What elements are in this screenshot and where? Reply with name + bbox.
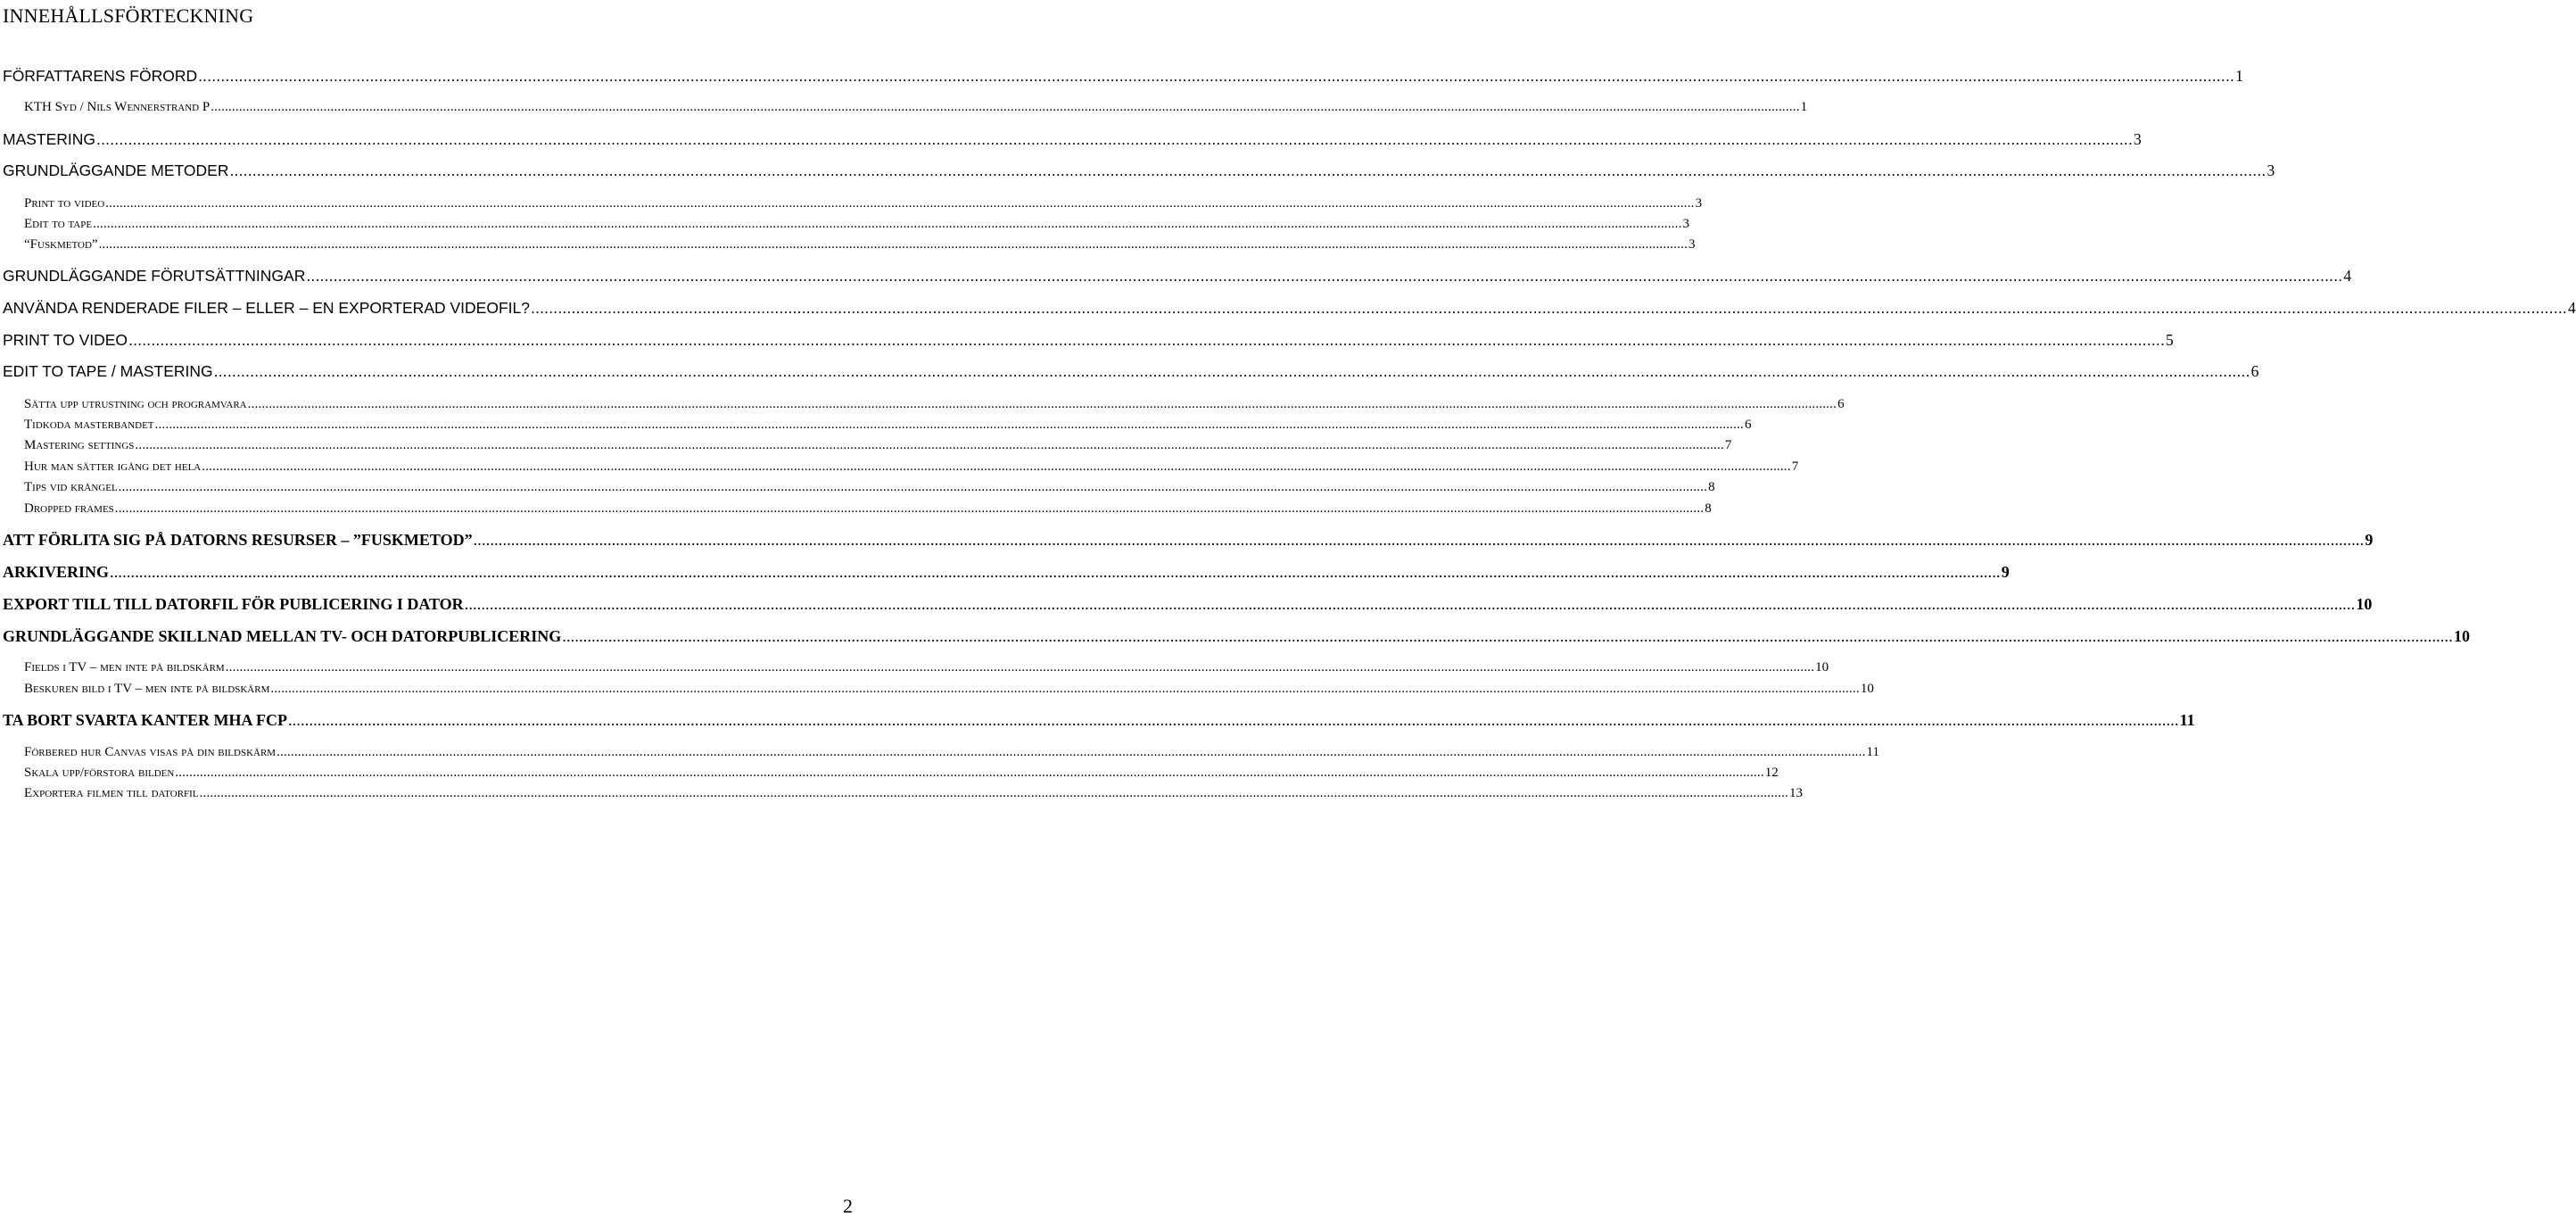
- toc-leader: ...................................................................................................................................................................................................................................................................................................................................................................................................................................................................: [473, 531, 2365, 549]
- toc-entry-label: Hur man sätter igång det hela: [24, 459, 202, 474]
- toc-entry-label: Beskuren bild i TV – men inte på bildskärm: [24, 682, 270, 696]
- toc-entry[interactable]: [24, 458, 1799, 476]
- toc-entry[interactable]: [24, 436, 1732, 454]
- toc-entry-page: 3: [1682, 217, 1690, 231]
- toc-entry[interactable]: [24, 395, 1845, 413]
- toc-leader: ...................................................................................................................................................................................................................................................................................................................................................................................................................................................................: [211, 100, 1800, 114]
- toc-entry-label: Edit to tape: [24, 217, 93, 231]
- toc-entry-label: ANVÄNDA RENDERADE FILER – ELLER – EN EXPORTERAD VIDEOFIL?: [3, 299, 530, 317]
- toc-entry-page: 7: [1791, 459, 1799, 474]
- toc-leader: ...................................................................................................................................................................................................................................................................................................................................................................................................................................................................: [530, 299, 2567, 317]
- toc-entry[interactable]: [24, 478, 1715, 496]
- toc-entry-label: Mastering settings: [24, 438, 135, 452]
- toc-leader: ...................................................................................................................................................................................................................................................................................................................................................................................................................................................................: [175, 766, 1764, 780]
- toc-entry-label: GRUNDLÄGGANDE METODER: [3, 161, 229, 179]
- toc-leader: ...................................................................................................................................................................................................................................................................................................................................................................................................................................................................: [270, 682, 1860, 696]
- toc-entry-page: 4: [2567, 299, 2576, 317]
- toc-entry-label: Sätta upp utrustning och programvara: [24, 397, 247, 411]
- toc-entry-page: 10: [2356, 595, 2373, 613]
- toc-leader: ...................................................................................................................................................................................................................................................................................................................................................................................................................................................................: [229, 161, 2266, 179]
- toc-entry-label: TA BORT SVARTA KANTER MHA FCP: [3, 711, 287, 729]
- toc-leader: ...................................................................................................................................................................................................................................................................................................................................................................................................................................................................: [198, 67, 2235, 85]
- page-number: 2: [843, 1195, 853, 1217]
- toc-entry-label: Dropped frames: [24, 501, 114, 516]
- toc-entry-page: 3: [2266, 161, 2275, 179]
- toc-entry-page: 9: [2365, 531, 2374, 549]
- toc-entry[interactable]: [3, 330, 2174, 350]
- toc-entry-label: EDIT TO TAPE / MASTERING: [3, 362, 213, 380]
- toc-entry[interactable]: [24, 416, 1752, 434]
- toc-entry-page: 8: [1708, 480, 1715, 494]
- toc-entry[interactable]: [3, 161, 2275, 180]
- toc-leader: ...................................................................................................................................................................................................................................................................................................................................................................................................................................................................: [225, 660, 1815, 675]
- toc-entry-label: “Fuskmetod”: [24, 237, 98, 252]
- toc-entry[interactable]: [24, 195, 1703, 212]
- toc-leader: ...................................................................................................................................................................................................................................................................................................................................................................................................................................................................: [287, 711, 2179, 729]
- toc-leader: ...................................................................................................................................................................................................................................................................................................................................................................................................................................................................: [98, 237, 1688, 252]
- toc-leader: ...................................................................................................................................................................................................................................................................................................................................................................................................................................................................: [277, 745, 1866, 759]
- toc-leader: ...................................................................................................................................................................................................................................................................................................................................................................................................................................................................: [135, 438, 1724, 452]
- toc-entry-label: ARKIVERING: [3, 563, 110, 581]
- toc-entry-page: 11: [2179, 711, 2195, 729]
- toc-entry-label: Exportera filmen till datorfil: [24, 786, 199, 800]
- toc-entry[interactable]: [24, 500, 1712, 517]
- toc-entry-page: 9: [2001, 563, 2010, 581]
- toc-entry-label: EXPORT TILL TILL DATORFIL FÖR PUBLICERING I DATOR: [3, 595, 464, 613]
- toc-leader: ...................................................................................................................................................................................................................................................................................................................................................................................................................................................................: [247, 397, 1837, 411]
- toc-entry-page: 10: [1815, 660, 1829, 675]
- toc-entry-page: 1: [2235, 67, 2243, 85]
- toc-entry[interactable]: [24, 764, 1779, 782]
- toc-entry[interactable]: [24, 658, 1829, 676]
- toc-entry-page: 3: [1688, 237, 1696, 252]
- toc-entry[interactable]: [3, 562, 2010, 582]
- toc-entry-page: 5: [2166, 331, 2174, 349]
- toc-entry-label: PRINT TO VIDEO: [3, 331, 128, 349]
- toc-entry[interactable]: [3, 266, 2352, 286]
- toc-entry[interactable]: [24, 680, 1874, 698]
- toc-entry-label: Fields i TV – men inte på bildskärm: [24, 660, 225, 675]
- toc-entry-page: 8: [1705, 501, 1712, 516]
- toc-leader: ...................................................................................................................................................................................................................................................................................................................................................................................................................................................................: [114, 501, 1705, 516]
- toc-entry-label: ATT FÖRLITA SIG PÅ DATORNS RESURSER – ”FUSKMETOD”: [3, 531, 473, 549]
- toc-entry[interactable]: [3, 626, 2470, 646]
- toc-entry-page: 11: [1866, 745, 1879, 759]
- toc-entry[interactable]: [3, 530, 2374, 550]
- toc-leader: ...................................................................................................................................................................................................................................................................................................................................................................................................................................................................: [118, 480, 1708, 494]
- toc-entry[interactable]: [24, 98, 1808, 116]
- toc-entry-page: 1: [1800, 100, 1808, 114]
- toc-leader: ...................................................................................................................................................................................................................................................................................................................................................................................................................................................................: [213, 362, 2250, 380]
- toc-title: INNEHÅLLSFÖRTECKNING: [3, 4, 254, 27]
- toc-entry-page: 3: [1695, 196, 1703, 211]
- toc-entry-label: Tips vid krångel: [24, 480, 118, 494]
- toc-entry[interactable]: [24, 743, 1879, 761]
- toc-entry[interactable]: [3, 298, 2576, 318]
- toc-leader: ...................................................................................................................................................................................................................................................................................................................................................................................................................................................................: [464, 595, 2356, 613]
- toc-entry-page: 6: [2250, 362, 2259, 380]
- toc-entry-label: Skala upp/förstora bilden: [24, 766, 175, 780]
- toc-entry[interactable]: [24, 215, 1690, 233]
- toc-entry[interactable]: [3, 361, 2259, 381]
- toc-leader: ...................................................................................................................................................................................................................................................................................................................................................................................................................................................................: [154, 418, 1744, 432]
- toc-entry[interactable]: [24, 784, 1804, 802]
- toc-entry[interactable]: [3, 594, 2373, 614]
- toc-entry-page: 12: [1764, 766, 1779, 780]
- toc-entry-label: GRUNDLÄGGANDE SKILLNAD MELLAN TV- OCH DATORPUBLICERING: [3, 627, 562, 645]
- toc-entry-page: 3: [2134, 130, 2142, 148]
- toc-entry[interactable]: [24, 236, 1696, 253]
- toc-leader: ...................................................................................................................................................................................................................................................................................................................................................................................................................................................................: [202, 459, 1791, 474]
- toc-leader: ...................................................................................................................................................................................................................................................................................................................................................................................................................................................................: [96, 130, 2134, 148]
- toc-entry-page: 13: [1789, 786, 1804, 800]
- toc-leader: ...................................................................................................................................................................................................................................................................................................................................................................................................................................................................: [105, 196, 1695, 211]
- toc-entry-page: 10: [2453, 627, 2470, 645]
- toc-entry-page: 4: [2343, 267, 2352, 285]
- toc-entry-page: 6: [1837, 397, 1845, 411]
- toc-entry-label: FÖRFATTARENS FÖRORD: [3, 67, 198, 85]
- toc-leader: ...................................................................................................................................................................................................................................................................................................................................................................................................................................................................: [306, 267, 2343, 285]
- toc-entry-label: GRUNDLÄGGANDE FÖRUTSÄTTNINGAR: [3, 267, 306, 285]
- toc-entry[interactable]: [3, 66, 2243, 86]
- toc-leader: ...................................................................................................................................................................................................................................................................................................................................................................................................................................................................: [562, 627, 2453, 645]
- toc-entry[interactable]: [3, 710, 2195, 730]
- toc-entry-label: Print to video: [24, 196, 105, 211]
- toc-entry-page: 7: [1724, 438, 1732, 452]
- toc-entry-page: 6: [1744, 418, 1752, 432]
- toc-entry-label: Förbered hur Canvas visas på din bildskärm: [24, 745, 277, 759]
- toc-leader: ...................................................................................................................................................................................................................................................................................................................................................................................................................................................................: [199, 786, 1789, 800]
- toc-entry[interactable]: [3, 129, 2142, 149]
- toc-entry-label: KTH Syd / Nils Wennerstrand P: [24, 100, 211, 114]
- toc-leader: ...................................................................................................................................................................................................................................................................................................................................................................................................................................................................: [128, 331, 2166, 349]
- toc-entry-label: Tidkoda masterbandet: [24, 418, 154, 432]
- toc-entry-label: MASTERING: [3, 130, 96, 148]
- toc-leader: ...................................................................................................................................................................................................................................................................................................................................................................................................................................................................: [93, 217, 1682, 231]
- toc-leader: ...................................................................................................................................................................................................................................................................................................................................................................................................................................................................: [110, 563, 2001, 581]
- toc-entry-page: 10: [1860, 682, 1874, 696]
